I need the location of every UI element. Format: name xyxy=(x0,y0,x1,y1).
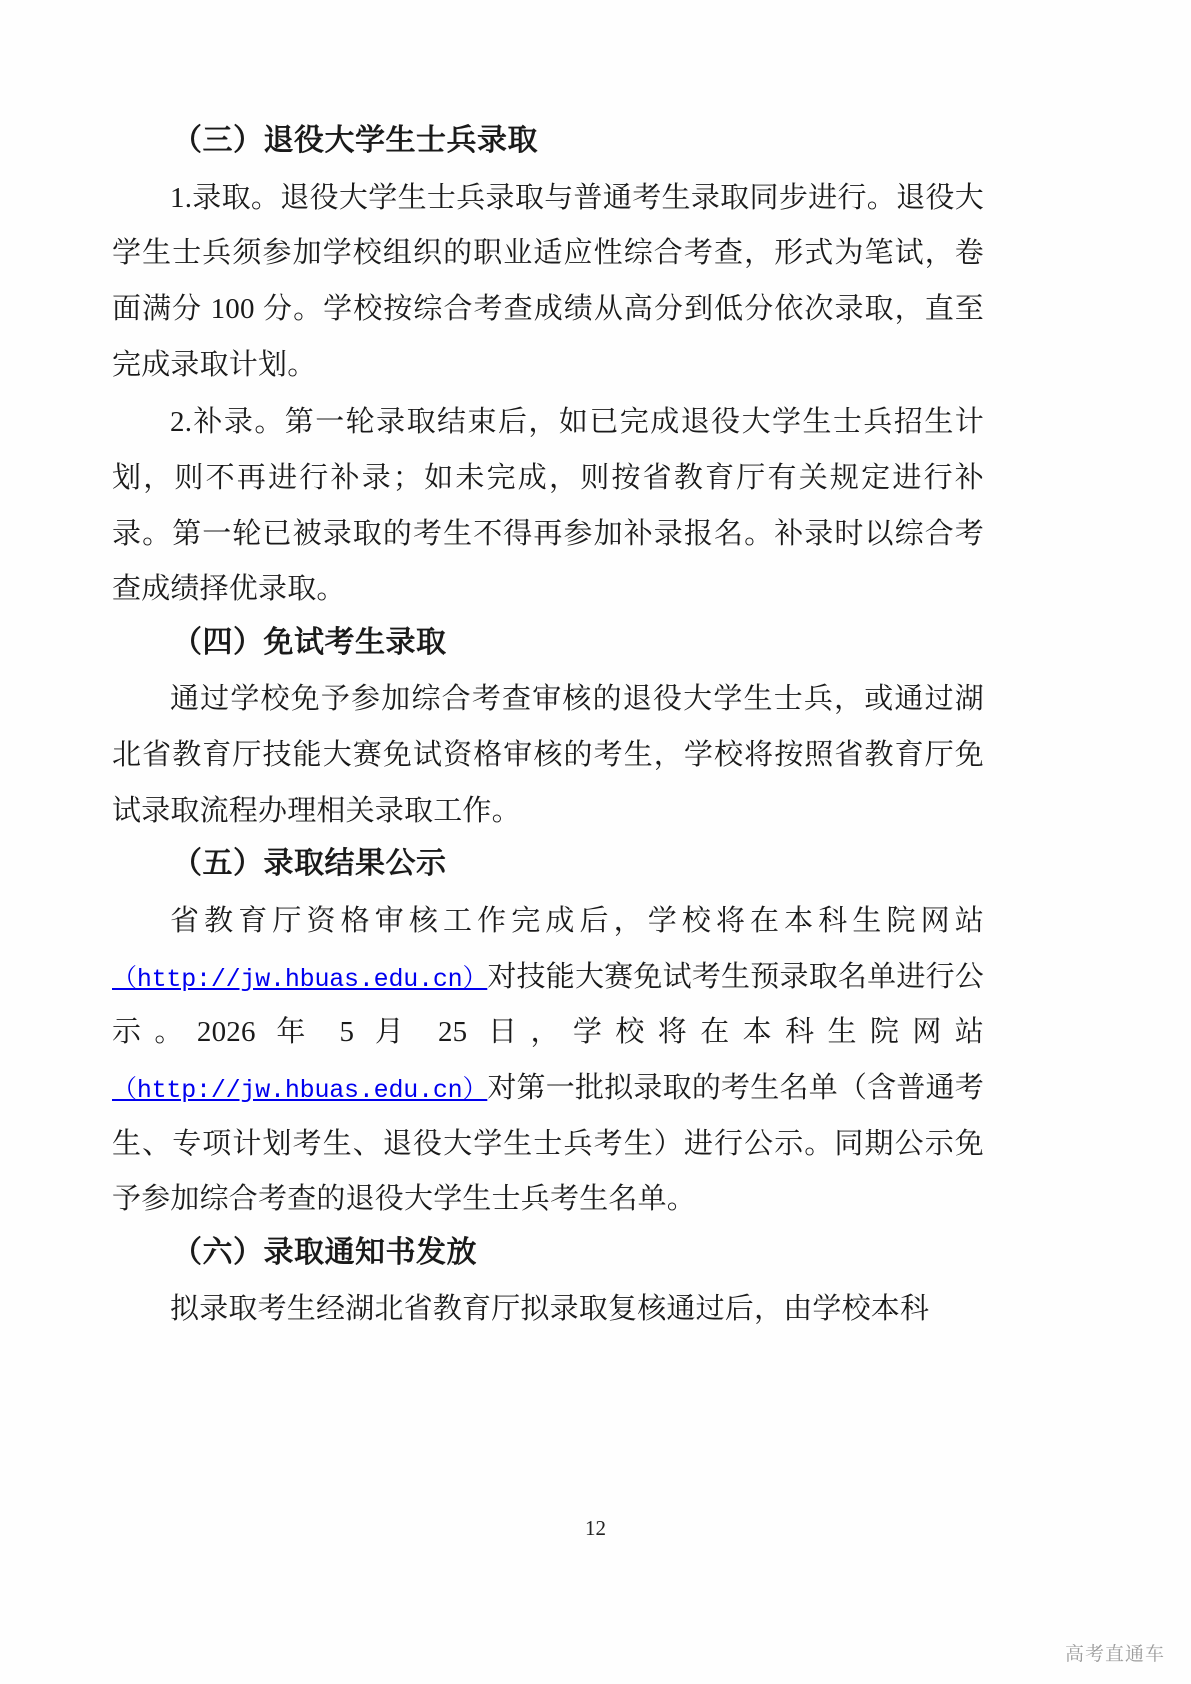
link-bkszy-1[interactable]: （http://jw.hbuas.edu.cn） xyxy=(112,964,488,994)
paragraph-publicity xyxy=(112,894,984,1228)
link-bkszy-2[interactable]: （http://jw.hbuas.edu.cn） xyxy=(112,1075,488,1105)
section-heading-5: （五）录取结果公示 xyxy=(172,847,447,881)
paragraph-notice: 拟录取考生经湖北省教育厅拟录取复核通过后，由学校本科 xyxy=(170,1293,930,1326)
document-body xyxy=(112,118,984,1340)
page-number: 12 xyxy=(585,1516,606,1540)
watermark-label: 高考直通车 xyxy=(1064,1644,1165,1665)
paragraph-exemption: 通过学校免予参加综合考查审核的退役大学生士兵，或通过湖北省教育厅技能大赛免试资格审核的考生，学校将按照省教育厅免试录取流程办理相关录取工作。 xyxy=(112,683,984,827)
paragraph-recruit-1: 1.录取。退役大学生士兵录取与普通考生录取同步进行。退役大学生士兵须参加学校组织的职业适应性综合考查，形式为笔试，卷面满分 100 分。学校按综合考查成绩从高分到低分依次录取，直至完成录取计划。 xyxy=(112,181,984,381)
publicity-text-1: 省教育厅资格审核工作完成后，学校将在本科生院网站 xyxy=(170,904,984,937)
paragraph-recruit-2: 2.补录。第一轮录取结束后，如已完成退役大学生士兵招生计划，则不再进行补录；如未完成，则按省教育厅有关规定进行补录。第一轮已被录取的考生不得再参加补录报名。补录时以综合考查成绩择优录取。 xyxy=(112,406,984,606)
publicity-text-3: 对第一批拟录取的考生名单（含普通考生、专项计划考生、退役大学生士兵考生）进行公示。同期公示免予参加综合考查的退役大学生士兵考生名单。 xyxy=(112,1071,984,1216)
section-heading-3: （三）退役大学生士兵录取 xyxy=(172,124,538,157)
section-heading-6: （六）录取通知书发放 xyxy=(172,1235,477,1269)
publicity-text-2: 对技能大赛免试考生预录取名单进行公示。2026 年 5 月 25 日，学校将在本科生院网站 xyxy=(112,960,984,1049)
section-heading-4: （四）免试考生录取 xyxy=(172,625,447,659)
